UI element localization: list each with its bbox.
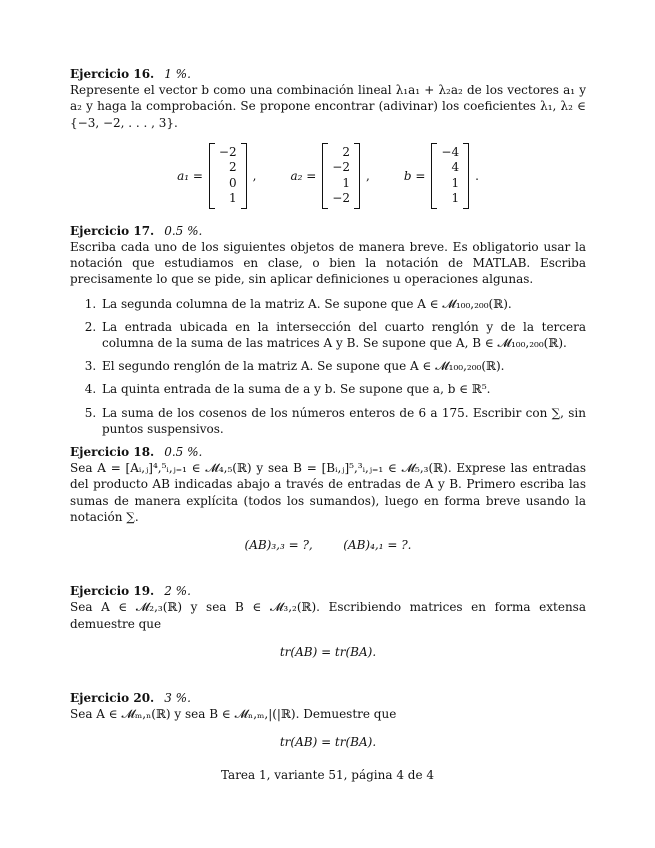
display-formula: tr(AB) = tr(BA). <box>279 735 377 750</box>
vector-label: b = <box>403 168 426 183</box>
exercise-weight: 0.5 %. <box>164 223 203 238</box>
vector-entry: −2 <box>218 144 237 159</box>
exercise-16 <box>70 66 586 209</box>
vector-entry: 1 <box>451 175 460 190</box>
exercise-text: Escriba cada uno de los siguientes objetos de manera breve. Es obligatorio usar la notación que estudiamos en clase, o bien la notación de MATLAB. Escriba precisamente lo que se pide, sin aplicar definiciones u operaciones algunas. <box>70 240 586 287</box>
list-item: 5. La suma de los cosenos de los números enteros de 6 a 175. Escribir con ∑, sin puntos suspensivos. <box>100 405 586 437</box>
exercise-weight: 2 %. <box>164 584 191 599</box>
vector-b <box>404 143 479 209</box>
vector-punct: , <box>252 168 257 183</box>
exercise-17 <box>70 223 586 437</box>
exercise-title: Ejercicio 19. <box>70 584 155 599</box>
exercise-title: Ejercicio 18. <box>70 445 155 460</box>
display-formula: tr(AB) = tr(BA). <box>279 644 377 659</box>
column-vector <box>322 143 360 209</box>
vector-label: a₂ = <box>290 168 317 183</box>
list-item: 2. La entrada ubicada en la intersección del cuarto renglón y de la tercera columna de la suma de las matrices A y B. Se supone que A, B ∈ 𝓜₁₀₀,₂₀₀(ℝ). <box>100 319 586 351</box>
vector-entry: 1 <box>342 175 350 190</box>
vector-punct: , <box>366 168 370 183</box>
vector-entry: −2 <box>332 191 350 206</box>
vector-a2 <box>290 143 369 209</box>
exercise-text: Sea A ∈ 𝓜ₘ,ₙ(ℝ) y sea B ∈ 𝓜ₙ,ₘ,|(|ℝ). Demuestre que <box>70 707 397 722</box>
vector-entry: 0 <box>228 175 237 190</box>
exercise-title: Ejercicio 17. <box>70 223 155 238</box>
page-footer: Tarea 1, variante 51, página 4 de 4 <box>220 768 435 782</box>
vector-definitions <box>70 143 586 209</box>
vector-entry: −2 <box>332 160 350 175</box>
document-page <box>70 66 586 763</box>
exercise-20 <box>70 690 586 751</box>
exercise-18 <box>70 444 586 553</box>
exercise-title: Ejercicio 16. <box>70 67 155 81</box>
list-item: 3. El segundo renglón de la matriz A. Se supone que A ∈ 𝓜₁₀₀,₂₀₀(ℝ). <box>100 358 586 374</box>
column-vector <box>431 143 469 209</box>
exercise-weight: 1 %. <box>164 67 191 81</box>
vector-entry: 2 <box>342 144 350 159</box>
list-item: 4. La quinta entrada de la suma de a y b. Se supone que a, b ∈ ℝ⁵. <box>100 381 586 397</box>
vector-entry: 1 <box>451 191 460 206</box>
exercise-19 <box>70 583 586 660</box>
task-list <box>70 296 586 437</box>
vector-punct: . <box>475 168 479 183</box>
exercise-text: Sea A ∈ 𝓜₂,₃(ℝ) y sea B ∈ 𝓜₃,₂(ℝ). Escribiendo matrices en forma extensa demuestre que <box>70 600 586 631</box>
list-item: 1. La segunda columna de la matriz A. Se supone que A ∈ 𝓜₁₀₀,₂₀₀(ℝ). <box>100 296 586 312</box>
vector-entry: 1 <box>228 191 237 206</box>
vector-label: a₁ = <box>177 168 203 183</box>
display-formula: (AB)₃,₃ = ?, (AB)₄,₁ = ?. <box>244 538 412 553</box>
column-vector <box>209 143 247 209</box>
exercise-weight: 3 %. <box>164 691 191 706</box>
exercise-weight: 0.5 %. <box>164 445 203 460</box>
vector-entry: 4 <box>451 160 460 175</box>
exercise-text: Represente el vector b como una combinación lineal λ₁a₁ + λ₂a₂ de los vectores a₁ y a₂ y haga la comprobación. Se propone encontrar (adivinar) los coeficientes λ₁, λ₂ ∈ {−3, −2, . . . , 3}. <box>70 83 586 130</box>
vector-a1 <box>177 143 256 209</box>
vector-entry: 2 <box>228 160 237 175</box>
exercise-title: Ejercicio 20. <box>70 691 155 706</box>
exercise-text: Sea A = [Aᵢ,ⱼ]⁴,⁵ᵢ,ⱼ₌₁ ∈ 𝓜₄,₅(ℝ) y sea B = [Bᵢ,ⱼ]⁵,³ᵢ,ⱼ₌₁ ∈ 𝓜₅,₃(ℝ). Exprese las entradas del producto AB indicadas abajo a través de entradas de A y B. Primero escriba las sumas de manera explícita (todos los sumandos), luego en forma breve usando la notación ∑. <box>70 461 586 524</box>
vector-entry: −4 <box>441 144 460 159</box>
